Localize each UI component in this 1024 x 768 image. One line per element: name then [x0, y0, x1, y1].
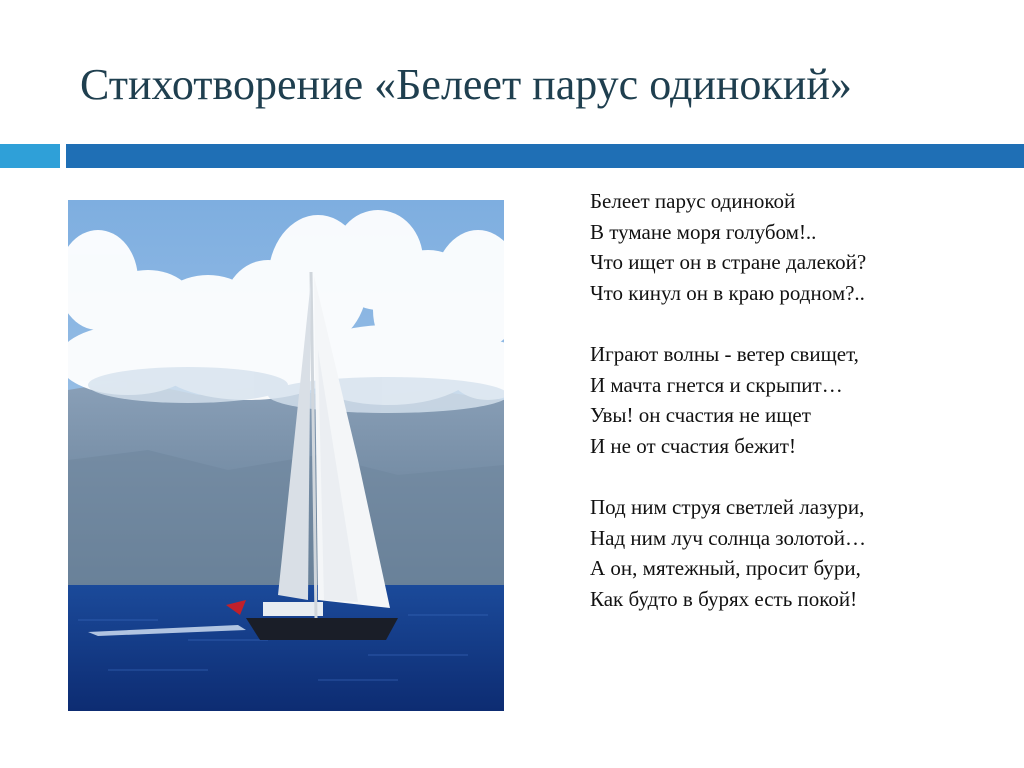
poem-line: Под ним струя светлей лазури, [590, 495, 865, 519]
slide-title: Стихотворение «Белеет парус одинокий» [80, 60, 852, 109]
header-bar [66, 144, 1024, 168]
poem-line: И мачта гнется и скрыпит… [590, 372, 843, 397]
poem-line: Белеет парус одинокой [590, 189, 796, 213]
poem-line: Играют волны - ветер свищет, [590, 342, 859, 366]
poem-line: Увы! он счастия не ищет [590, 403, 811, 427]
sailboat-photo [68, 200, 504, 711]
header-bar-accent [0, 144, 60, 168]
poem-line: Как будто в бурях есть покой! [590, 586, 858, 611]
poem-line: В тумане моря голубом!.. [590, 219, 817, 244]
poem-line: Что кинул он в краю родном?.. [590, 280, 865, 305]
poem-line: Что ищет он в стране далекой? [590, 250, 867, 274]
poem-text [590, 186, 1010, 645]
poem-line: Над ним луч солнца золотой… [590, 525, 867, 550]
poem-stanza-3 [590, 492, 1010, 614]
poem-line: А он, мятежный, просит бури, [590, 556, 861, 580]
poem-stanza-1 [590, 186, 1010, 308]
poem-line: И не от счастия бежит! [590, 433, 796, 458]
poem-stanza-2 [590, 339, 1010, 461]
